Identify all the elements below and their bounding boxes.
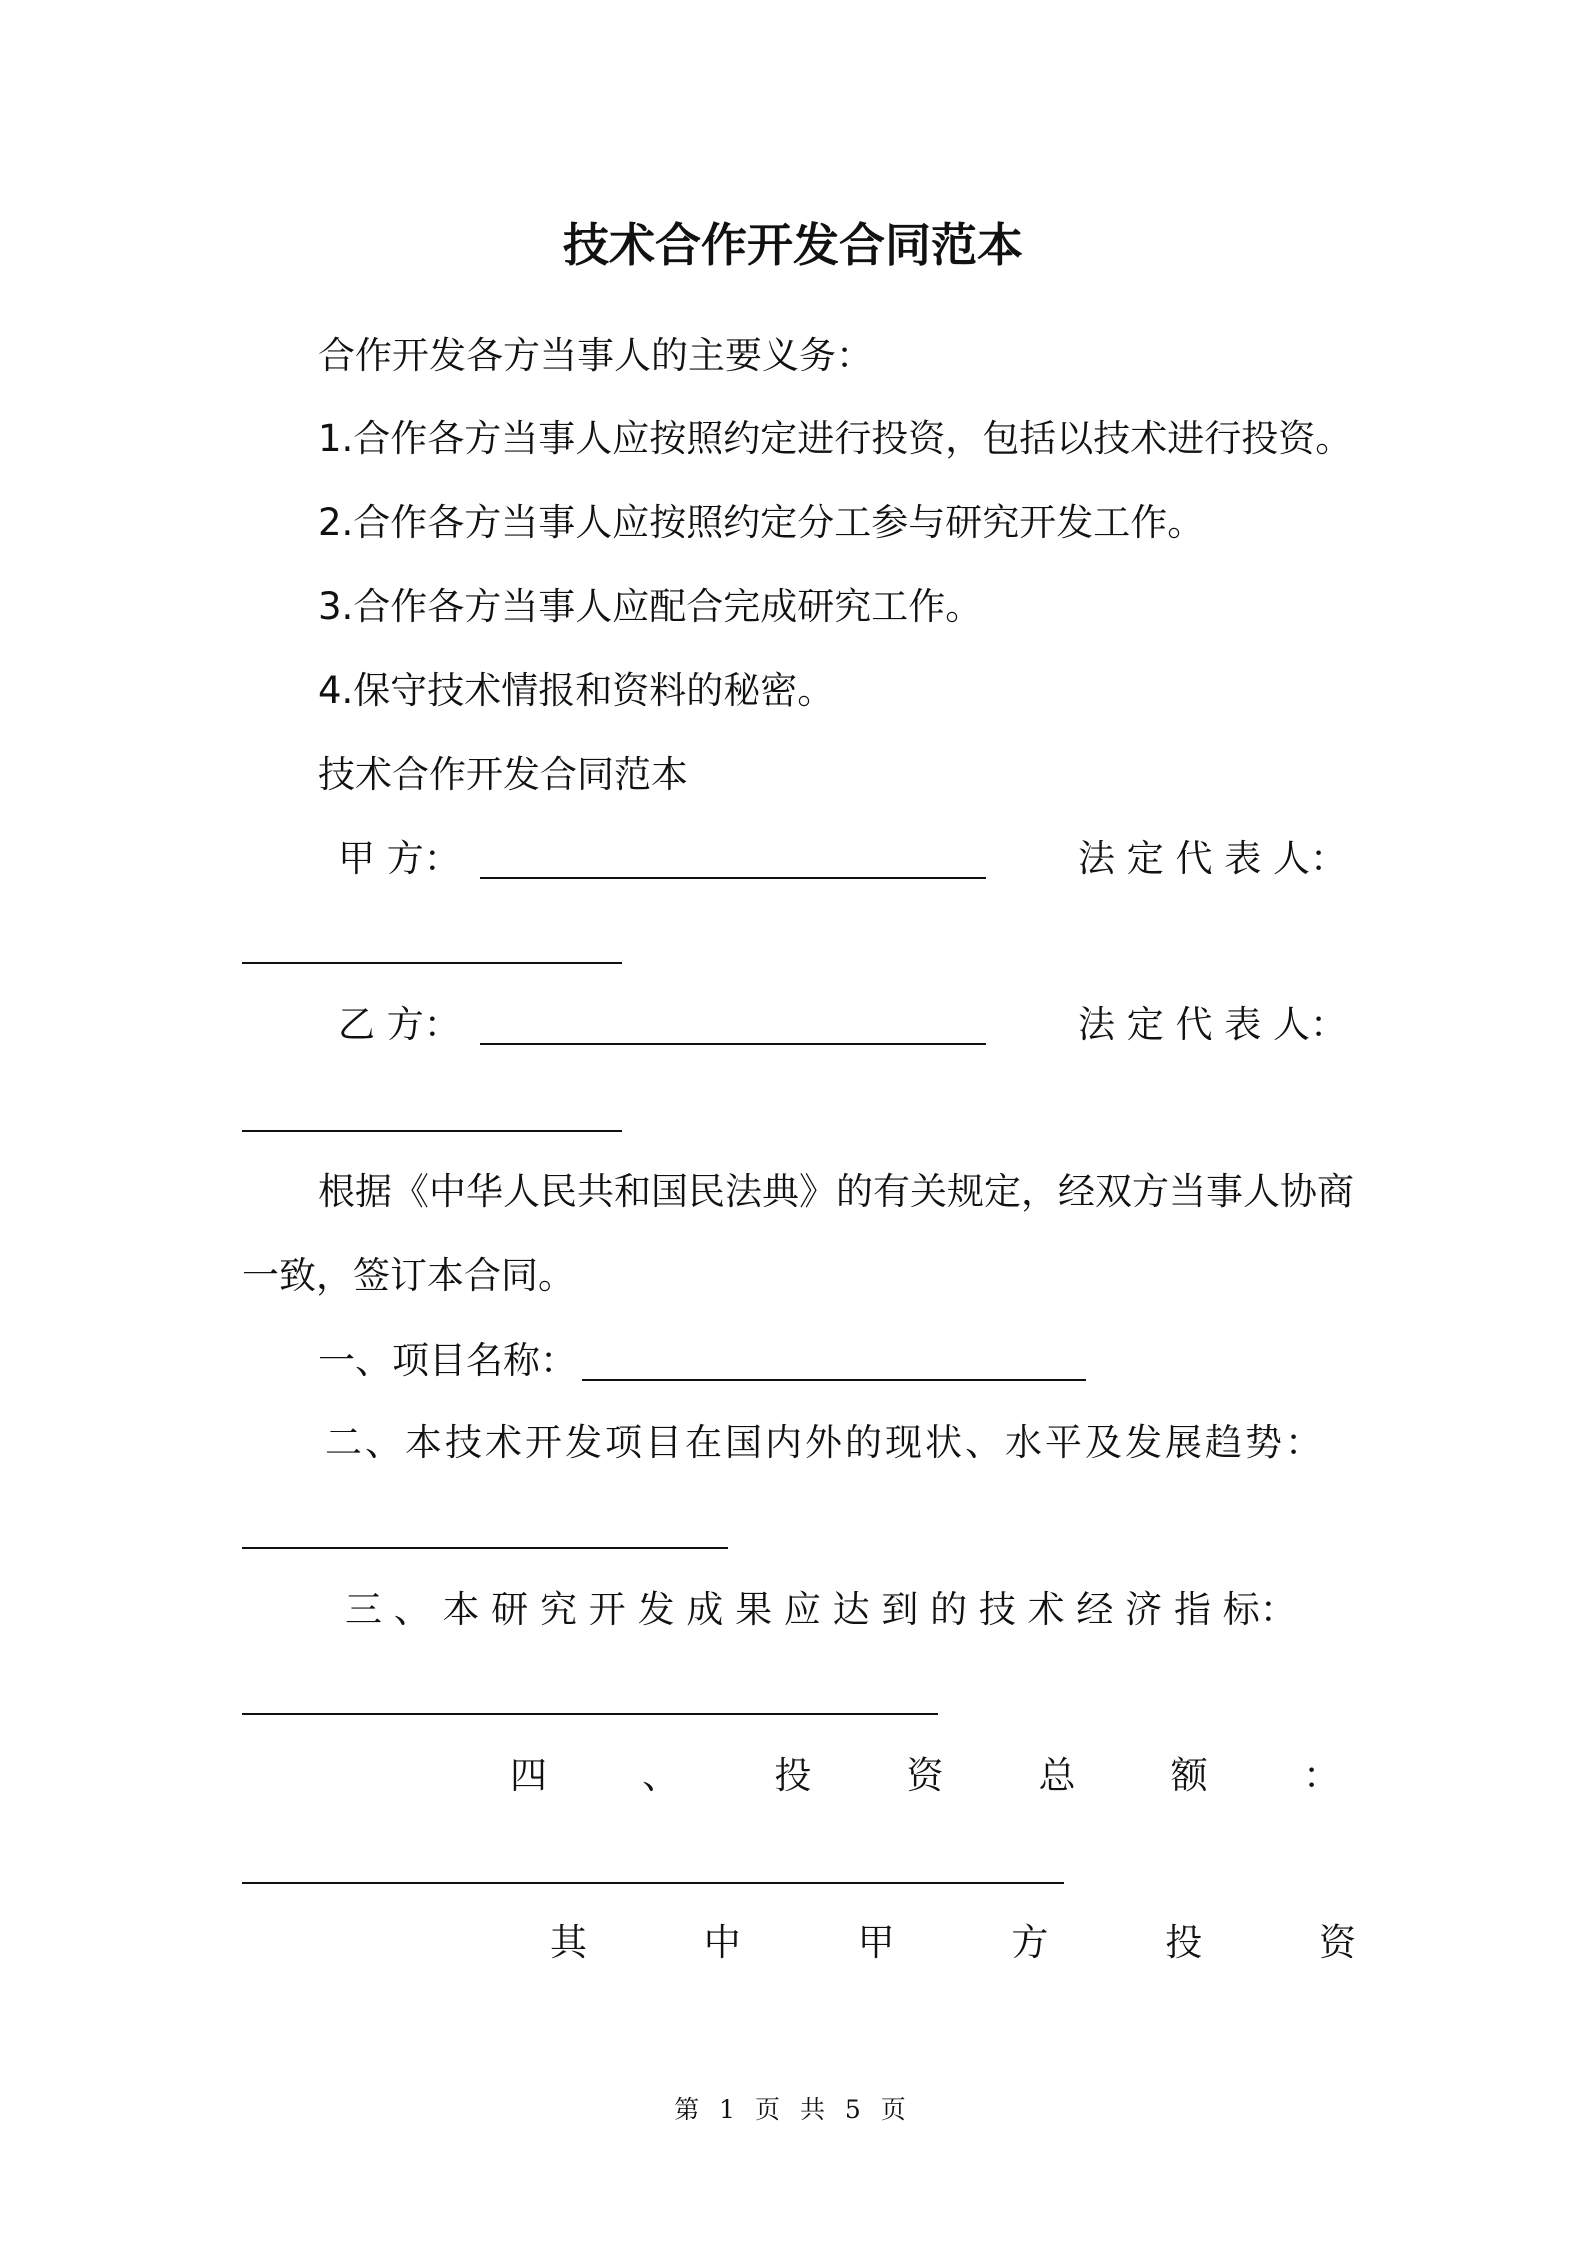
item-4-char: 额 — [1170, 1754, 1208, 1797]
item-3-blank[interactable] — [242, 1713, 938, 1715]
party-a-label: 甲 方： — [338, 837, 461, 880]
obligation-item-4: 4.保守技术情报和资料的秘密。 — [318, 669, 835, 712]
party-b-rep-blank[interactable] — [242, 1130, 622, 1132]
item-5-char: 投 — [1165, 1921, 1203, 1964]
obligation-item-3: 3.合作各方当事人应配合完成研究工作。 — [318, 585, 983, 628]
party-b-rep-label: 法 定 代 表 人： — [1078, 1003, 1348, 1046]
item-5-char: 其 — [550, 1921, 587, 1964]
party-a-blank[interactable] — [480, 877, 986, 879]
item-1-blank[interactable] — [582, 1379, 1086, 1381]
item-1-label: 一、项目名称： — [318, 1339, 577, 1382]
item-5-char: 方 — [1011, 1921, 1049, 1964]
page-footer: 第 1 页 共 5 页 — [674, 2095, 912, 2124]
item-4-label — [510, 1754, 1340, 1797]
item-4-char: 资 — [906, 1754, 944, 1797]
obligations-heading: 合作开发各方当事人的主要义务： — [318, 334, 873, 377]
party-a-rep-label: 法 定 代 表 人： — [1078, 837, 1348, 880]
basis-line-1: 根据《中华人民共和国民法典》的有关规定，经双方当事人协商 — [318, 1170, 1354, 1213]
item-4-blank[interactable] — [242, 1882, 1064, 1884]
obligation-item-1: 1.合作各方当事人应按照约定进行投资，包括以技术进行投资。 — [318, 417, 1353, 460]
party-a-rep-blank[interactable] — [242, 962, 622, 964]
item-4-char: 总 — [1038, 1754, 1076, 1797]
basis-line-2: 一致，签订本合同。 — [242, 1254, 575, 1297]
item-5-char: 资 — [1318, 1921, 1356, 1964]
party-b-label: 乙 方： — [338, 1003, 461, 1046]
item-4-char: 、 — [642, 1754, 680, 1797]
item-4-char: 四 — [510, 1754, 547, 1797]
item-4-char: 投 — [774, 1754, 812, 1797]
obligation-item-2: 2.合作各方当事人应按照约定分工参与研究开发工作。 — [318, 501, 1205, 544]
item-5-label — [550, 1921, 1356, 1964]
party-b-blank[interactable] — [480, 1043, 986, 1045]
document-title: 技术合作开发合同范本 — [563, 218, 1023, 272]
item-2-blank[interactable] — [242, 1547, 728, 1549]
item-4-char: ： — [1302, 1754, 1340, 1797]
item-5-char: 中 — [703, 1921, 741, 1964]
item-2-label: 二、本技术开发项目在国内外的现状、水平及发展趋势： — [325, 1421, 1325, 1464]
contract-subtitle: 技术合作开发合同范本 — [318, 753, 688, 796]
item-5-char: 甲 — [857, 1921, 895, 1964]
item-3-label: 三 、 本 研 究 开 发 成 果 应 达 到 的 技 术 经 济 指 标： — [345, 1588, 1297, 1631]
